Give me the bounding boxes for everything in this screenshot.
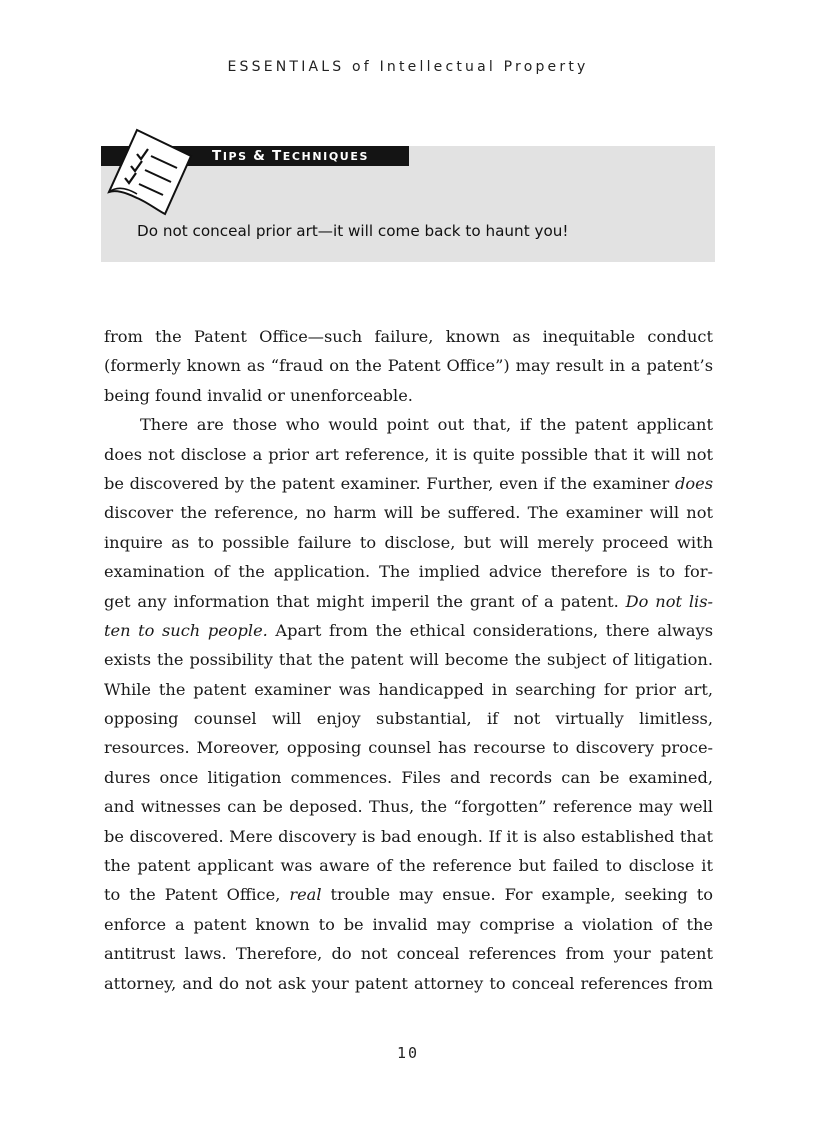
body-line bbox=[104, 410, 713, 439]
body-line-segment: and witnesses can be deposed. Thus, the “forgotten” reference may well bbox=[104, 797, 713, 817]
body-line bbox=[104, 792, 713, 821]
body-line bbox=[104, 822, 713, 851]
body-line-italic-segment: does bbox=[675, 473, 713, 493]
body-line bbox=[104, 616, 713, 645]
body-line bbox=[104, 440, 713, 469]
body-line-segment: opposing counsel will enjoy substantial, if not virtually limitless, bbox=[104, 709, 713, 729]
body-line bbox=[104, 880, 713, 909]
body-line bbox=[104, 645, 713, 674]
body-line-segment: Apart from the ethical considerations, there always bbox=[267, 620, 714, 640]
body-line-segment: exists the possibility that the patent will become the subject of litigation. bbox=[104, 650, 713, 670]
body-line bbox=[104, 351, 713, 380]
body-line-segment: While the patent examiner was handicapped in searching for prior art, bbox=[104, 679, 713, 699]
body-line-segment: from the Patent Office—such failure, known as inequitable conduct bbox=[104, 327, 713, 346]
body-line-segment: be discovered. Mere discovery is bad enough. If it is also established that bbox=[104, 826, 713, 846]
body-line-segment: being found invalid or unenforceable. bbox=[104, 385, 413, 405]
body-line bbox=[104, 469, 713, 498]
tips-box bbox=[101, 146, 715, 262]
body-line-italic-segment: real bbox=[289, 885, 322, 905]
body-line-segment: get any information that might imperil the grant of a patent. bbox=[104, 591, 626, 611]
checklist-paper-icon bbox=[107, 126, 195, 218]
body-line-segment: antitrust laws. Therefore, do not conceal references from your patent bbox=[104, 944, 713, 964]
body-line-segment: attorney, and do not ask your patent attorney to conceal references from bbox=[104, 973, 713, 993]
running-head: ESSENTIALS of Intellectual Property bbox=[227, 59, 589, 75]
body-line-segment: trouble may ensue. For example, seeking to bbox=[321, 885, 713, 905]
body-line-italic-segment: ten to such people. bbox=[104, 620, 268, 640]
body-line bbox=[104, 939, 713, 968]
body-line-segment: inquire as to possible failure to disclose, but will merely proceed with bbox=[104, 532, 713, 552]
body-line bbox=[104, 557, 713, 586]
body-line bbox=[104, 851, 713, 880]
page-number: 10 bbox=[396, 1044, 420, 1062]
body-line-segment: enforce a patent known to be invalid may comprise a violation of the bbox=[104, 914, 713, 934]
body-line-italic-segment: Do not lis- bbox=[625, 591, 713, 611]
body-line-segment: be discovered by the patent examiner. Further, even if the examiner bbox=[104, 473, 675, 493]
body-line bbox=[104, 498, 713, 527]
tips-text: Do not conceal prior art—it will come back to haunt you! bbox=[137, 222, 569, 240]
body-line bbox=[104, 733, 713, 762]
body-line-segment: discover the reference, no harm will be suffered. The examiner will not bbox=[104, 503, 713, 523]
body-line-segment: examination of the application. The implied advice therefore is to for- bbox=[104, 562, 713, 582]
body-line-segment: dures once litigation commences. Files and records can be examined, bbox=[104, 767, 713, 787]
body-line bbox=[104, 704, 713, 733]
body-line bbox=[104, 322, 713, 351]
body-line-segment: does not disclose a prior art reference, it is quite possible that it will not bbox=[104, 444, 713, 464]
body-line bbox=[104, 763, 713, 792]
body-line-segment: to the Patent Office, bbox=[104, 885, 290, 905]
body-line-segment: resources. Moreover, opposing counsel has recourse to discovery proce- bbox=[104, 738, 713, 758]
body-text bbox=[104, 322, 713, 998]
body-line bbox=[104, 969, 713, 998]
body-line bbox=[104, 381, 713, 410]
body-line bbox=[104, 910, 713, 939]
body-line-segment: There are those who would point out that, if the patent applicant bbox=[140, 415, 713, 435]
body-line-segment: (formerly known as “fraud on the Patent Office”) may result in a patent’s bbox=[104, 356, 713, 376]
tips-label: TIPS & TECHNIQUES bbox=[212, 148, 369, 164]
body-line bbox=[104, 587, 713, 616]
body-line bbox=[104, 675, 713, 704]
body-line-segment: the patent applicant was aware of the reference but failed to disclose it bbox=[104, 856, 713, 876]
body-line bbox=[104, 528, 713, 557]
